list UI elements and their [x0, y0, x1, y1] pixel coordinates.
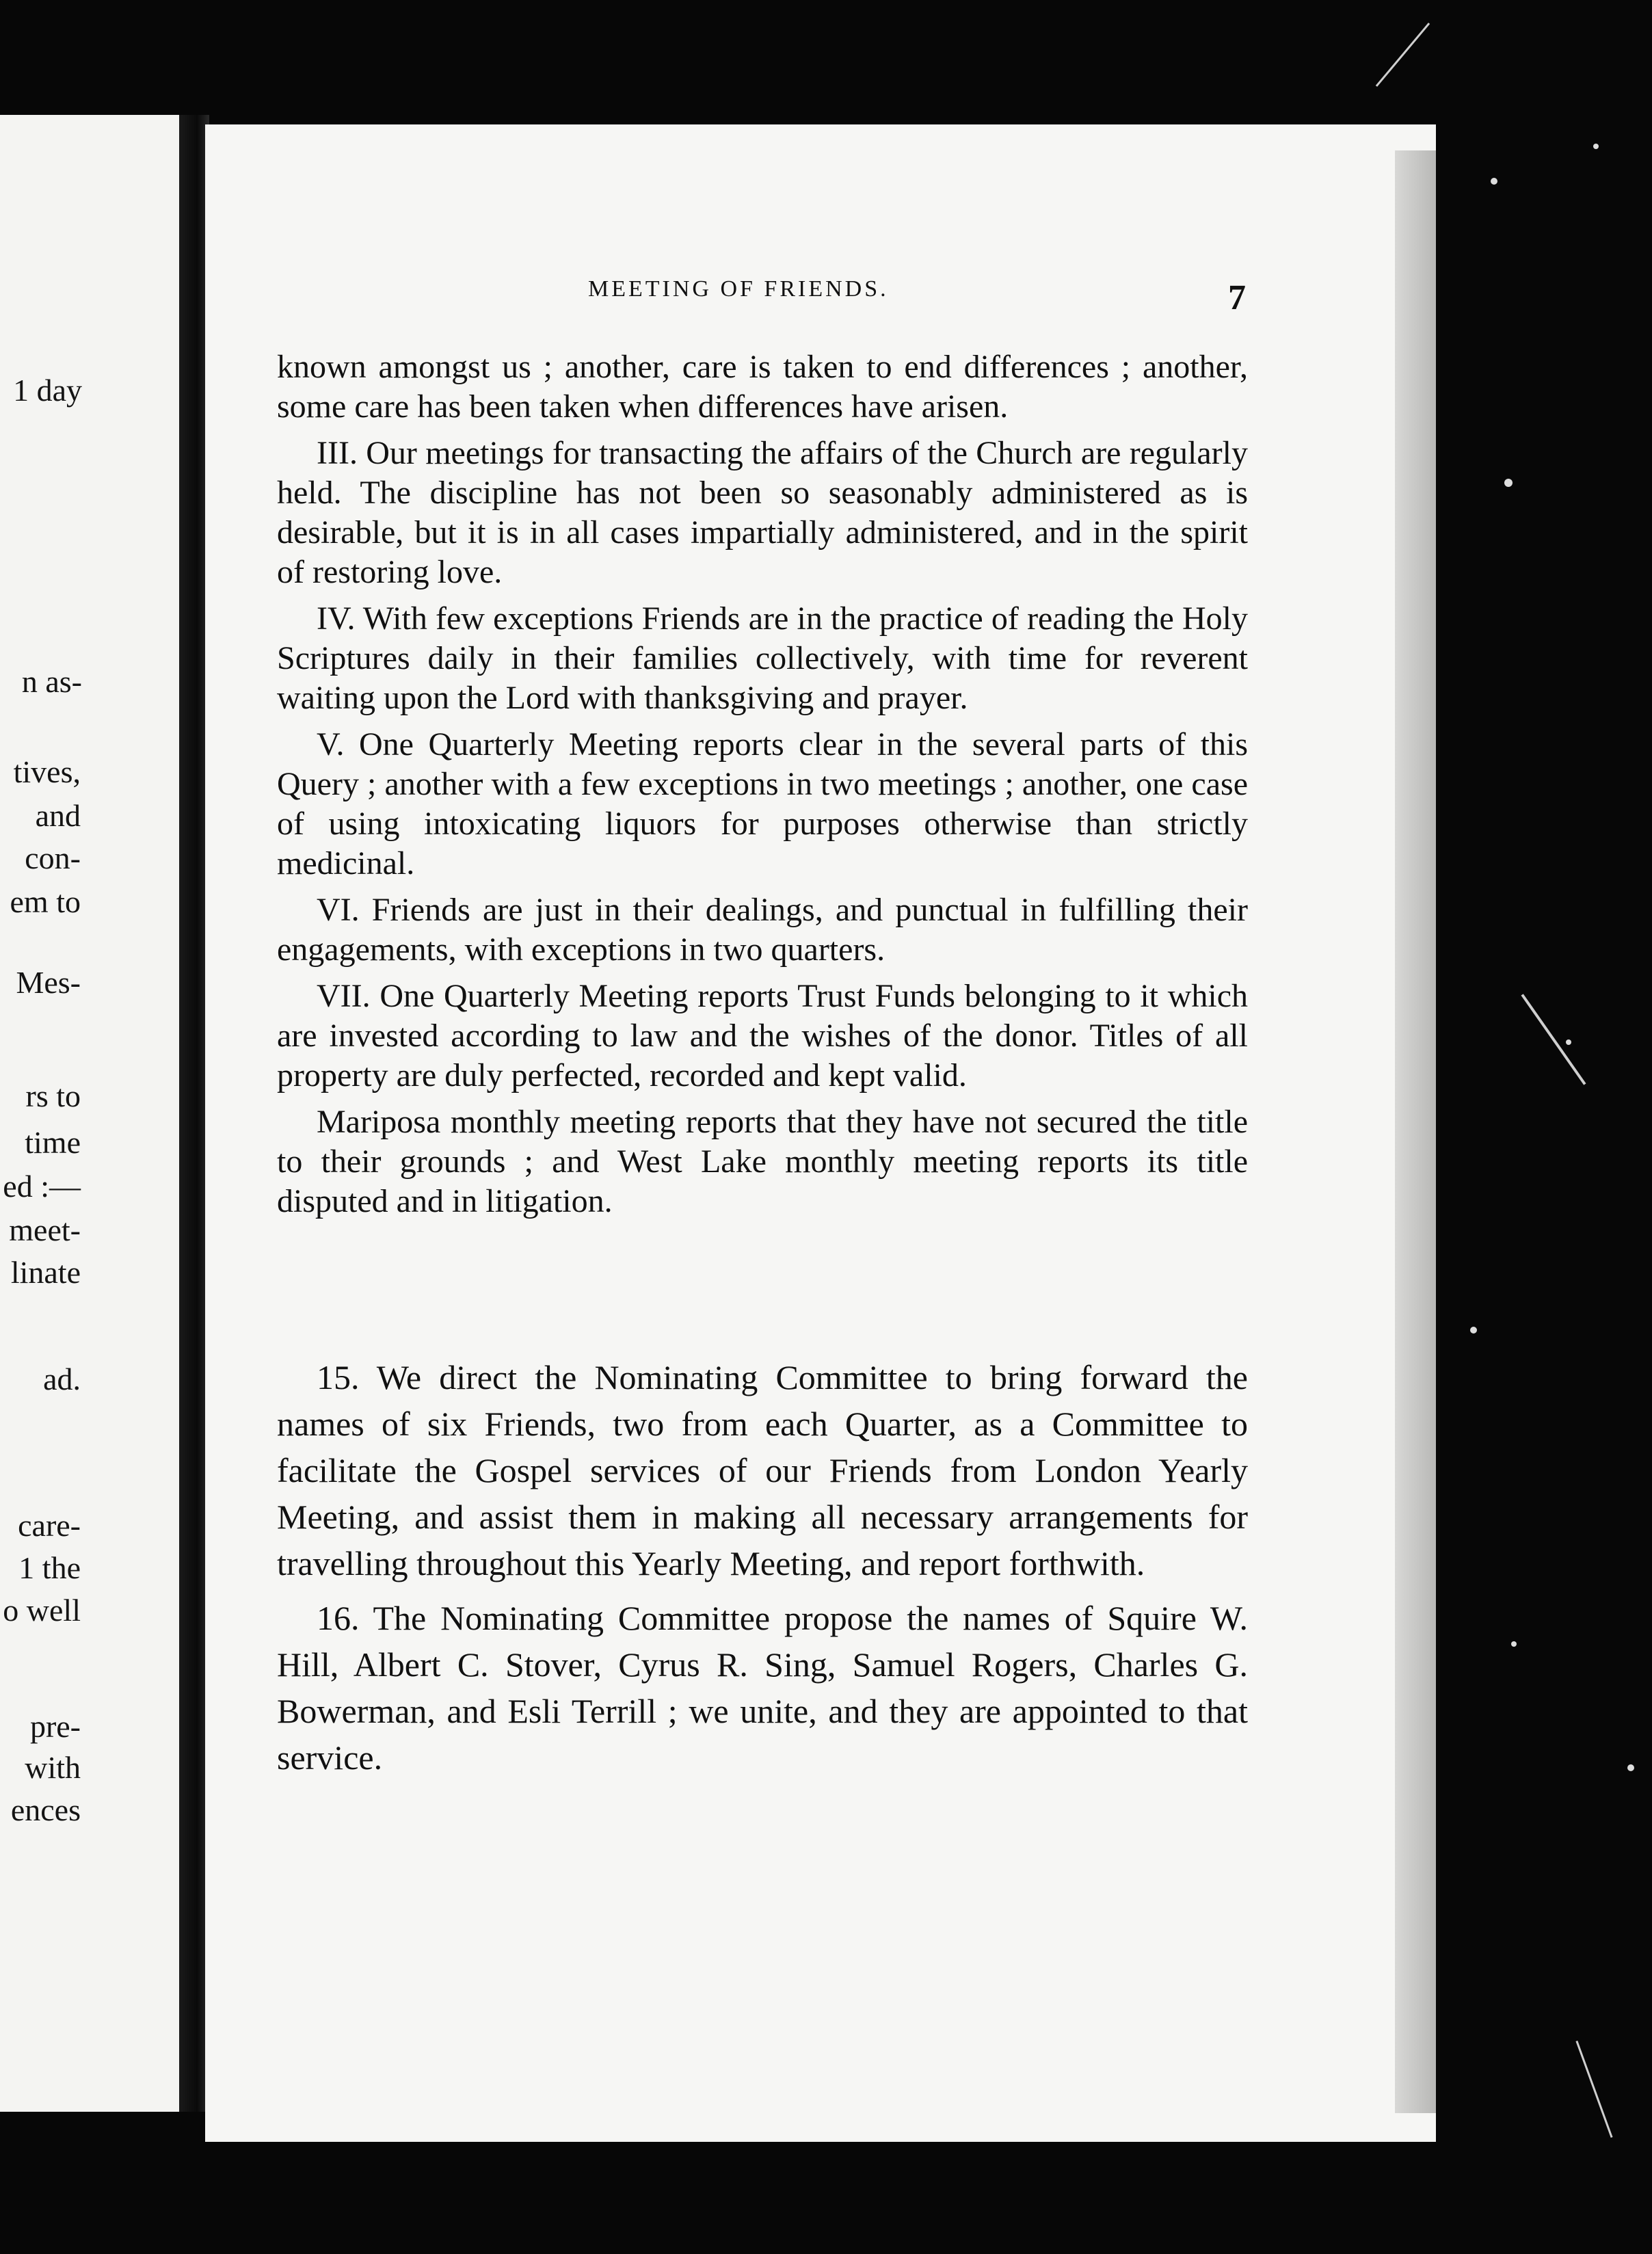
running-head: MEETING OF FRIENDS. [588, 276, 889, 302]
left-page-fragment: and [35, 798, 81, 833]
paragraph: VII. One Quarterly Meeting reports Trust Funds belonging to it which are invested according to law and the wishes of the donor. Titles of all property are duly perfected, recorded and kept valid. [277, 978, 1248, 1093]
paragraph: V. One Quarterly Meeting reports clear in the several parts of this Query ; another with a few exceptions in two meetings ; another, one case of using intoxicating liquors for purposes otherwise than strictly medicinal. [277, 726, 1248, 881]
body-text-lower [277, 1354, 1248, 1789]
left-page-fragment: o well [3, 1593, 81, 1628]
left-page-fragment: meet- [9, 1212, 81, 1247]
left-page-fragment: pre- [29, 1709, 81, 1744]
left-page-fragment: linate [10, 1255, 81, 1290]
left-page-fragment: 1 the [18, 1550, 81, 1585]
left-page-fragment: with [25, 1750, 81, 1785]
left-page-fragment: ences [10, 1792, 81, 1827]
film-scratch [1521, 994, 1586, 1085]
paragraph: VI. Friends are just in their dealings, and punctual in fulfilling their engagements, with exceptions in two quarters. [277, 892, 1248, 968]
page-edge [1395, 150, 1436, 2113]
film-speck [1566, 1039, 1571, 1045]
left-page-fragment: ad. [43, 1362, 81, 1396]
film-speck [1491, 178, 1497, 185]
film-speck [1504, 479, 1513, 487]
left-page-fragment: care- [18, 1508, 81, 1543]
left-page-fragment: tives, [13, 754, 81, 789]
left-page-fragment: ed :— [3, 1169, 81, 1204]
page-number: 7 [1228, 278, 1246, 317]
body-text-upper [277, 347, 1248, 1228]
left-page-fragment: rs to [25, 1078, 81, 1113]
left-page-fragment: 1 day [13, 373, 82, 408]
film-speck [1470, 1327, 1477, 1334]
paragraph: III. Our meetings for transacting the affairs of the Church are regularly held. The discipline has not been so seasonably administered as is desirable, but it is in all cases impartially administered, and in the spirit of restoring love. [277, 435, 1248, 590]
left-page-fragment: n as- [21, 664, 82, 699]
left-page-fragment: time [25, 1125, 81, 1160]
film-speck [1593, 144, 1599, 149]
film-speck [1627, 1764, 1634, 1771]
paragraph: 15. We direct the Nominating Committee to bring forward the names of six Friends, two from each Quarter, as a Committee to facilitate the Gospel services of our Friends from London Yearly Meeting, and assist them in making all necessary arrangements for travelling throughout this Yearly Meeting, and report forthwith. [277, 1358, 1248, 1582]
left-page [0, 115, 183, 2112]
left-page-fragment: con- [25, 840, 81, 875]
paragraph: 16. The Nominating Committee propose the names of Squire W. Hill, Albert C. Stover, Cyrus R. Sing, Samuel Rogers, Charles G. Bowerman, and Esli Terrill ; we unite, and they are appointed to that service. [277, 1599, 1248, 1777]
paragraph: Mariposa monthly meeting reports that they have not secured the title to their grounds ; and West Lake monthly meeting reports its title disputed and in litigation. [277, 1104, 1248, 1219]
left-page-fragment: em to [10, 884, 81, 919]
film-scratch [1376, 23, 1430, 87]
film-scratch [1575, 2041, 1612, 2138]
film-speck [1511, 1641, 1517, 1647]
paragraph: known amongst us ; another, care is taken to end differences ; another, some care has been taken when differences have arisen. [277, 349, 1248, 425]
left-page-fragment: Mes- [16, 965, 81, 1000]
paragraph: IV. With few exceptions Friends are in the practice of reading the Holy Scriptures daily in their families collectively, with time for reverent waiting upon the Lord with thanksgiving and prayer. [277, 600, 1248, 716]
